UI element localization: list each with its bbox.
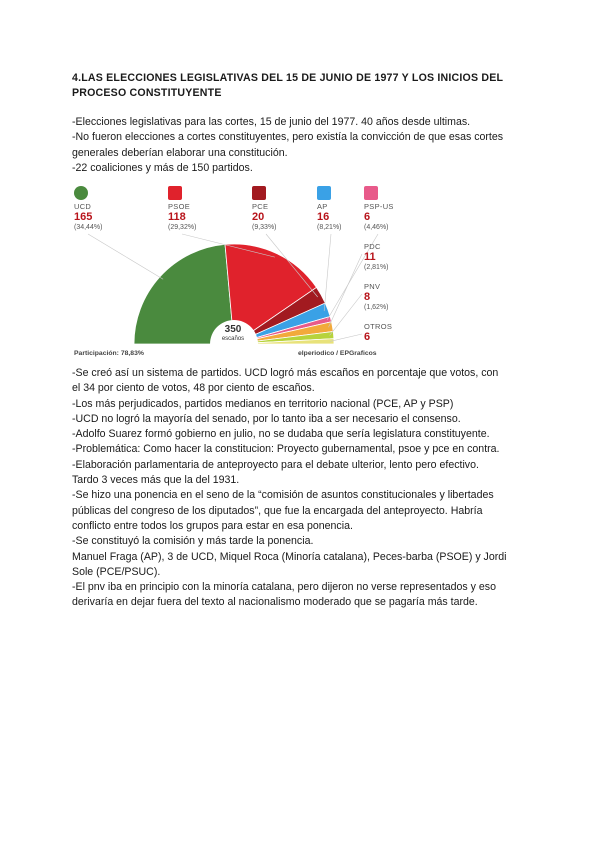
- party-logo-icon: [252, 186, 266, 200]
- party-pct: (4,46%): [364, 224, 389, 231]
- intro-paragraph: [72, 115, 532, 176]
- election-chart: [72, 178, 412, 364]
- body-line: Tardo 3 veces más que la del 1931.: [72, 474, 240, 487]
- body-line: -Problemática: Como hacer la constitucion: Proyecto gubernamental, psoe y pce en contra.: [72, 443, 500, 456]
- leader-line: [88, 234, 163, 279]
- party-seats: 6: [364, 211, 371, 223]
- party-logo-icon: [364, 186, 378, 200]
- party-label-pnv: [364, 282, 389, 312]
- body-line: Manuel Fraga (AP), 3 de UCD, Miquel Roca (Minoría catalana), Peces-barba (PSOE) y Jordi: [72, 550, 507, 563]
- intro-line: -No fueron elecciones a cortes constituyentes, pero existía la convicción de que esas cortes: [72, 131, 504, 144]
- leader-line: [330, 334, 362, 341]
- body-paragraph: [72, 366, 532, 611]
- party-label-ucd: [74, 186, 102, 232]
- party-label-ap: [317, 186, 342, 232]
- party-seats: 118: [168, 211, 186, 223]
- party-label-psp-us: [364, 186, 394, 232]
- party-pct: (29,32%): [168, 224, 197, 231]
- party-pct: (2,81%): [364, 264, 389, 271]
- party-logo-icon: [317, 186, 331, 200]
- leader-line: [329, 254, 362, 327]
- party-seats: 8: [364, 291, 371, 303]
- body-line: -Elaboración parlamentaria de anteproyecto para el debate ulterior, lento pero efectivo.: [72, 458, 479, 471]
- body-line: -Se creó así un sistema de partidos. UCD logró más escaños en porcentaje que votos, con: [72, 367, 499, 379]
- body-line: -Se constituyó la comisión y más tarde la ponencia.: [72, 535, 314, 548]
- party-seats: 16: [317, 211, 330, 223]
- party-pct: (1,62%): [364, 304, 389, 311]
- party-logo-icon: [74, 186, 88, 200]
- party-name: PDC: [364, 242, 381, 251]
- body-line: Sole (PCE/PSUC).: [72, 565, 161, 578]
- party-seats: 165: [74, 211, 93, 223]
- body-line: -Los más perjudicados, partidos medianos en territorio nacional (PCE, AP y PSP): [72, 397, 454, 410]
- body-line: derivaría en dejar fuera del texto al nacionalismo moderado que se pagaría más tarde.: [72, 596, 478, 609]
- party-label-pdc: [364, 242, 389, 272]
- party-label-pce: [252, 186, 277, 232]
- intro-line: generales deberían elaborar una constitución.: [72, 146, 288, 159]
- party-seats: 11: [364, 251, 376, 263]
- party-seats: 20: [252, 211, 265, 223]
- participation-label: Participación: 78,83%: [74, 350, 144, 357]
- party-name: PSOE: [168, 202, 191, 211]
- total-seats: 350: [224, 324, 242, 335]
- party-name: PCE: [252, 202, 269, 211]
- body-line: el 34 por ciento de votos, 48 por ciento de escaños.: [72, 382, 315, 395]
- body-line: -UCD no logró la mayoría del senado, por lo tanto iba a ser necesario el consenso.: [72, 412, 461, 425]
- body-line: -Adolfo Suarez formó gobierno en julio, no se dudaba que sería legislatura constituyente.: [72, 428, 490, 441]
- party-pct: (34,44%): [74, 224, 103, 231]
- party-pct: (8,21%): [317, 224, 342, 231]
- section-title: 4.LAS ELECCIONES LEGISLATIVAS DEL 15 DE JUNIO DE 1977 Y LOS INICIOS DEL PROCESO CONSTITUYENTE: [72, 72, 503, 99]
- total-seats-label: escaños: [221, 336, 245, 342]
- party-name: AP: [317, 202, 328, 211]
- intro-line: -Elecciones legislativas para las cortes, 15 de junio del 1977. 40 años desde ultimas.: [72, 116, 471, 128]
- body-line: públicas del congreso de los diputados”, que fue la encargada del anteproyecto. Habría: [72, 504, 483, 517]
- party-label-otros: [364, 322, 392, 343]
- party-label-psoe: [168, 186, 196, 232]
- party-seats: 6: [364, 331, 371, 343]
- leader-line: [324, 234, 331, 311]
- party-pct: (9,33%): [252, 224, 277, 231]
- intro-line: -22 coaliciones y más de 150 partidos.: [72, 161, 253, 174]
- source-label: elperiodico / EPGraficos: [298, 350, 377, 357]
- party-logo-icon: [168, 186, 182, 200]
- party-name: PSP-US: [364, 202, 394, 211]
- body-line: conflicto entre todos los grupos para estar en esa ponencia.: [72, 519, 353, 532]
- body-line: -Se hizo una ponencia en el seno de la “comisión de asuntos constitucionales y libertades: [72, 489, 494, 502]
- party-name: PNV: [364, 282, 381, 291]
- party-name: OTROS: [364, 322, 393, 331]
- body-line: -El pnv iba en principio con la minoría catalana, pero dijeron no verse representados y eso: [72, 581, 496, 594]
- party-name: UCD: [74, 202, 92, 211]
